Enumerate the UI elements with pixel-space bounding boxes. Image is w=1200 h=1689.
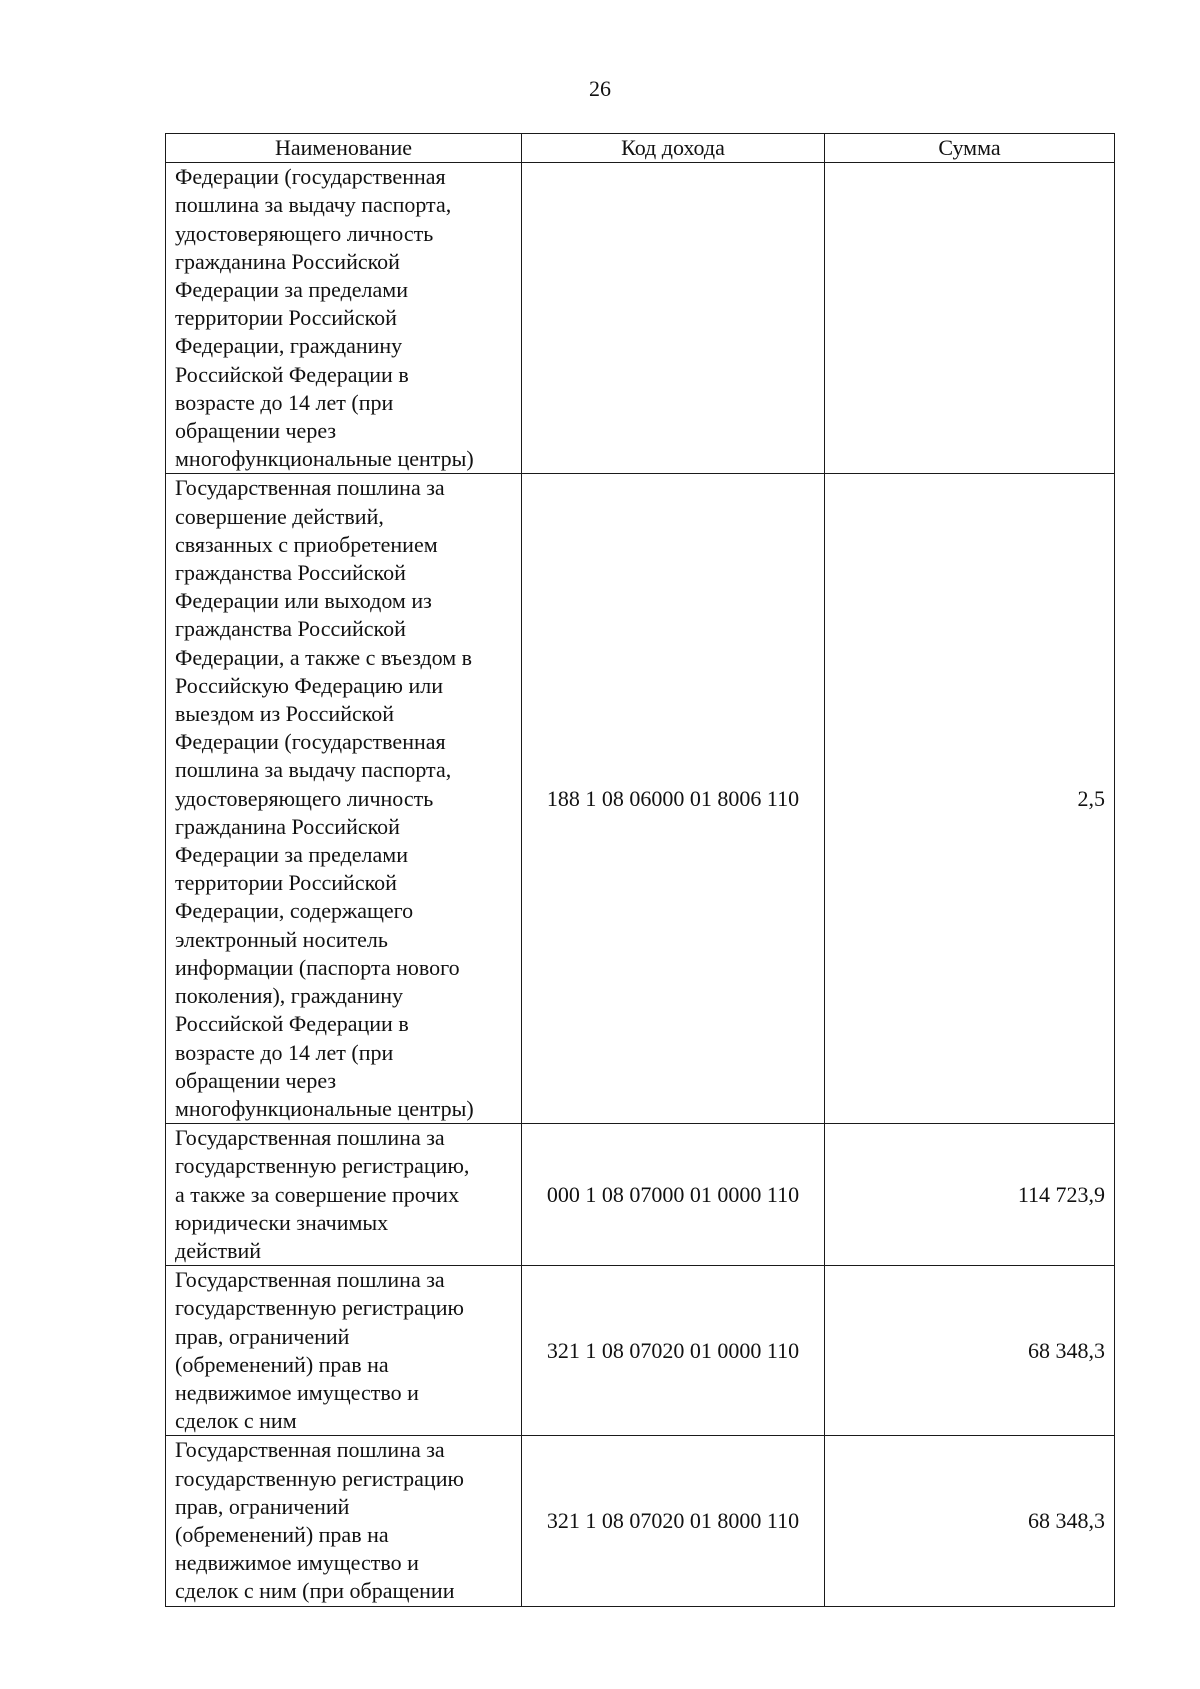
row-code-cell <box>522 163 825 474</box>
row-sum-cell: 68 348,3 <box>825 1436 1115 1606</box>
row-sum-cell: 2,5 <box>825 474 1115 1124</box>
column-header-sum: Сумма <box>825 134 1115 163</box>
table-header <box>166 134 1115 163</box>
row-sum-cell: 114 723,9 <box>825 1124 1115 1266</box>
table-row <box>166 163 1115 474</box>
row-name-cell: Государственная пошлина за государственную регистрацию, а также за совершение прочих юридически значимых действий <box>166 1124 522 1266</box>
column-header-code: Код дохода <box>522 134 825 163</box>
table-row <box>166 474 1115 1124</box>
table-header-row <box>166 134 1115 163</box>
row-code-cell: 321 1 08 07020 01 0000 110 <box>522 1266 825 1436</box>
table-body <box>166 163 1115 1606</box>
page-number: 26 <box>589 76 611 101</box>
row-code-cell: 188 1 08 06000 01 8006 110 <box>522 474 825 1124</box>
row-name-cell: Федерации (государственная пошлина за выдачу паспорта, удостоверяющего личность гражданина Российской Федерации за пределами территории Российской Федерации, гражданину Российской Федерации в возрасте до 14 лет (при обращении через многофункциональные центры) <box>166 163 522 474</box>
row-name-cell: Государственная пошлина за государственную регистрацию прав, ограничений (обременений) прав на недвижимое имущество и сделок с ним <box>166 1266 522 1436</box>
row-sum-cell: 68 348,3 <box>825 1266 1115 1436</box>
row-sum-cell <box>825 163 1115 474</box>
table-row <box>166 1436 1115 1606</box>
row-code-cell: 000 1 08 07000 01 0000 110 <box>522 1124 825 1266</box>
column-header-name: Наименование <box>166 134 522 163</box>
row-code-cell: 321 1 08 07020 01 8000 110 <box>522 1436 825 1606</box>
table-row <box>166 1266 1115 1436</box>
table-row <box>166 1124 1115 1266</box>
row-name-cell: Государственная пошлина за совершение действий, связанных с приобретением гражданства Российской Федерации или выходом из гражданства Российской Федерации, а также с въездом в Российскую Федерацию или выездом из Российской Федерации (государственная пошлина за выдачу паспорта, удостоверяющего личность гражданина Российской Федерации за пределами территории Российской Федерации, содержащего электронный носитель информации (паспорта нового поколения), гражданину Российской Федерации в возрасте до 14 лет (при обращении через многофункциональные центры) <box>166 474 522 1124</box>
revenue-table <box>165 133 1115 1607</box>
row-name-cell: Государственная пошлина за государственную регистрацию прав, ограничений (обременений) прав на недвижимое имущество и сделок с ним (при обращении <box>166 1436 522 1606</box>
